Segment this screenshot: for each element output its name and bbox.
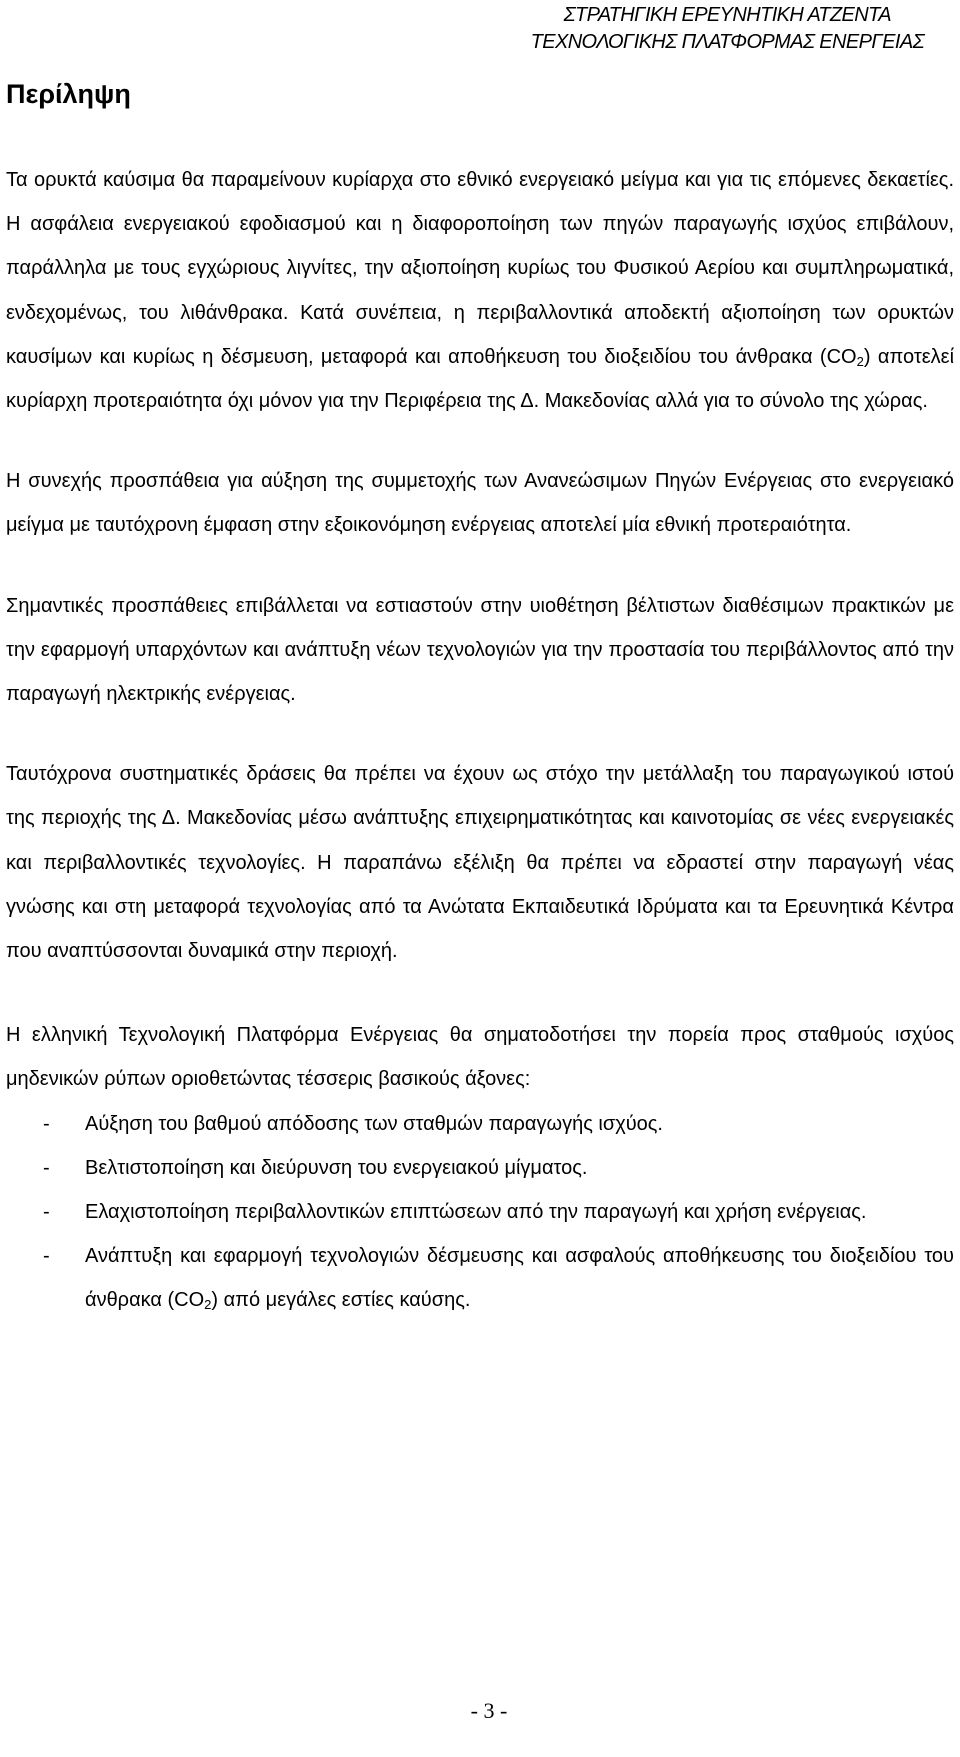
document-body xyxy=(6,158,954,1323)
list-item xyxy=(6,1102,954,1146)
section-title: Περίληψη xyxy=(6,79,131,109)
list-item xyxy=(6,1190,954,1234)
list-item xyxy=(6,1234,954,1322)
list-item-text: Αύξηση του βαθμού απόδοσης των σταθμών παραγωγής ισχύος. xyxy=(85,1112,663,1135)
header-line-1: ΣΤΡΑΤΗΓΙΚΗ ΕΡΕΥΝΗΤΙΚΗ ΑΤΖΕΝΤΑ xyxy=(563,4,891,26)
co2-subscript: 2 xyxy=(204,1297,212,1313)
list-dash: - xyxy=(43,1201,50,1224)
paragraph-3: Σημαντικές προσπάθειες επιβάλλεται να εστιαστούν στην υιοθέτηση βέλτιστων διαθέσιμων πρακτικών με την εφαρμογή υπαρχόντων και ανάπτυξη νέων τεχνολογιών για την προστασία του περιβάλλοντος από την παραγωγή ηλεκτρικής ενέργειας. xyxy=(6,594,954,706)
co2-subscript: 2 xyxy=(856,353,864,369)
list-item-text: Ελαχιστοποίηση περιβαλλοντικών επιπτώσεων από την παραγωγή και χρήση ενέργειας. xyxy=(85,1201,867,1224)
page-number: - 3 - xyxy=(470,1698,508,1723)
list-dash: - xyxy=(43,1156,50,1179)
list-dash: - xyxy=(43,1112,50,1135)
document-header xyxy=(531,2,924,56)
paragraph-4: Ταυτόχρονα συστηματικές δράσεις θα πρέπει να έχουν ως στόχο την μετάλλαξη του παραγωγικού ιστού της περιοχής της Δ. Μακεδονίας μέσω ανάπτυξης επιχειρηματικότητας και καινοτομίας σε νέες ενεργειακές και περιβαλλοντικές τεχνολογίες. Η παραπάνω εξέλιξη θα πρέπει να εδραστεί στην παραγωγή νέας γνώσης και στη μεταφορά τεχνολογίας από τα Ανώτατα Εκπαιδευτικά Ιδρύματα και τα Ερευνητικά Κέντρα που αναπτύσσονται δυναμικά στην περιοχή. xyxy=(6,763,954,963)
list-item-text: Ανάπτυξη και εφαρμογή τεχνολογιών δέσμευσης και ασφαλούς αποθήκευσης του διοξειδίου του άνθρακα (CO xyxy=(85,1245,954,1312)
list-item-text: Βελτιστοποίηση και διεύρυνση του ενεργειακού μίγματος. xyxy=(85,1156,588,1179)
list-dash: - xyxy=(43,1245,50,1268)
list-item-text-end: ) από μεγάλες εστίες καύσης. xyxy=(211,1289,471,1312)
paragraph-1-text: Τα ορυκτά καύσιμα θα παραμείνουν κυρίαρχα στο εθνικό ενεργειακό μείγμα και για τις επόμενες δεκαετίες. Η ασφάλεια ενεργειακού εφοδιασμού και η διαφοροποίηση των πηγών παραγωγής ισχύος επιβάλουν, παράλληλα με τους εγχώριους λιγνίτες, την αξιοποίηση κυρίως του Φυσικού Αερίου και συμπληρωματικά, ενδεχομένως, του λιθάνθρακα. Κατά συνέπεια, η περιβαλλοντικά αποδεκτή αξιοποίηση των ορυκτών καυσίμων και κυρίως η δέσμευση, μεταφορά και αποθήκευση του διοξειδίου του άνθρακα (CO xyxy=(6,169,954,368)
paragraph-5: Η ελληνική Τεχνολογική Πλατφόρμα Ενέργειας θα σηματοδοτήσει την πορεία προς σταθμούς ισχύος μηδενικών ρύπων οριοθετώντας τέσσερις βασικούς άξονες: xyxy=(6,1024,954,1091)
axes-list xyxy=(6,1102,954,1323)
list-item xyxy=(6,1146,954,1190)
paragraph-2: Η συνεχής προσπάθεια για αύξηση της συμμετοχής των Ανανεώσιμων Πηγών Ενέργειας στο ενεργειακό μείγμα με ταυτόχρονη έμφαση στην εξοικονόμηση ενέργειας αποτελεί μία εθνική προτεραιότητα. xyxy=(6,470,954,537)
paragraph-1 xyxy=(6,158,954,423)
header-line-2: ΤΕΧΝΟΛΟΓΙΚΗΣ ΠΛΑΤΦΟΡΜΑΣ ΕΝΕΡΓΕΙΑΣ xyxy=(530,31,924,53)
paragraph-1-text-end: ) αποτελεί κυρίαρχη προτεραιότητα όχι μόνον για την Περιφέρεια της Δ. Μακεδονίας αλλά για το σύνολο της χώρας. xyxy=(6,345,955,413)
